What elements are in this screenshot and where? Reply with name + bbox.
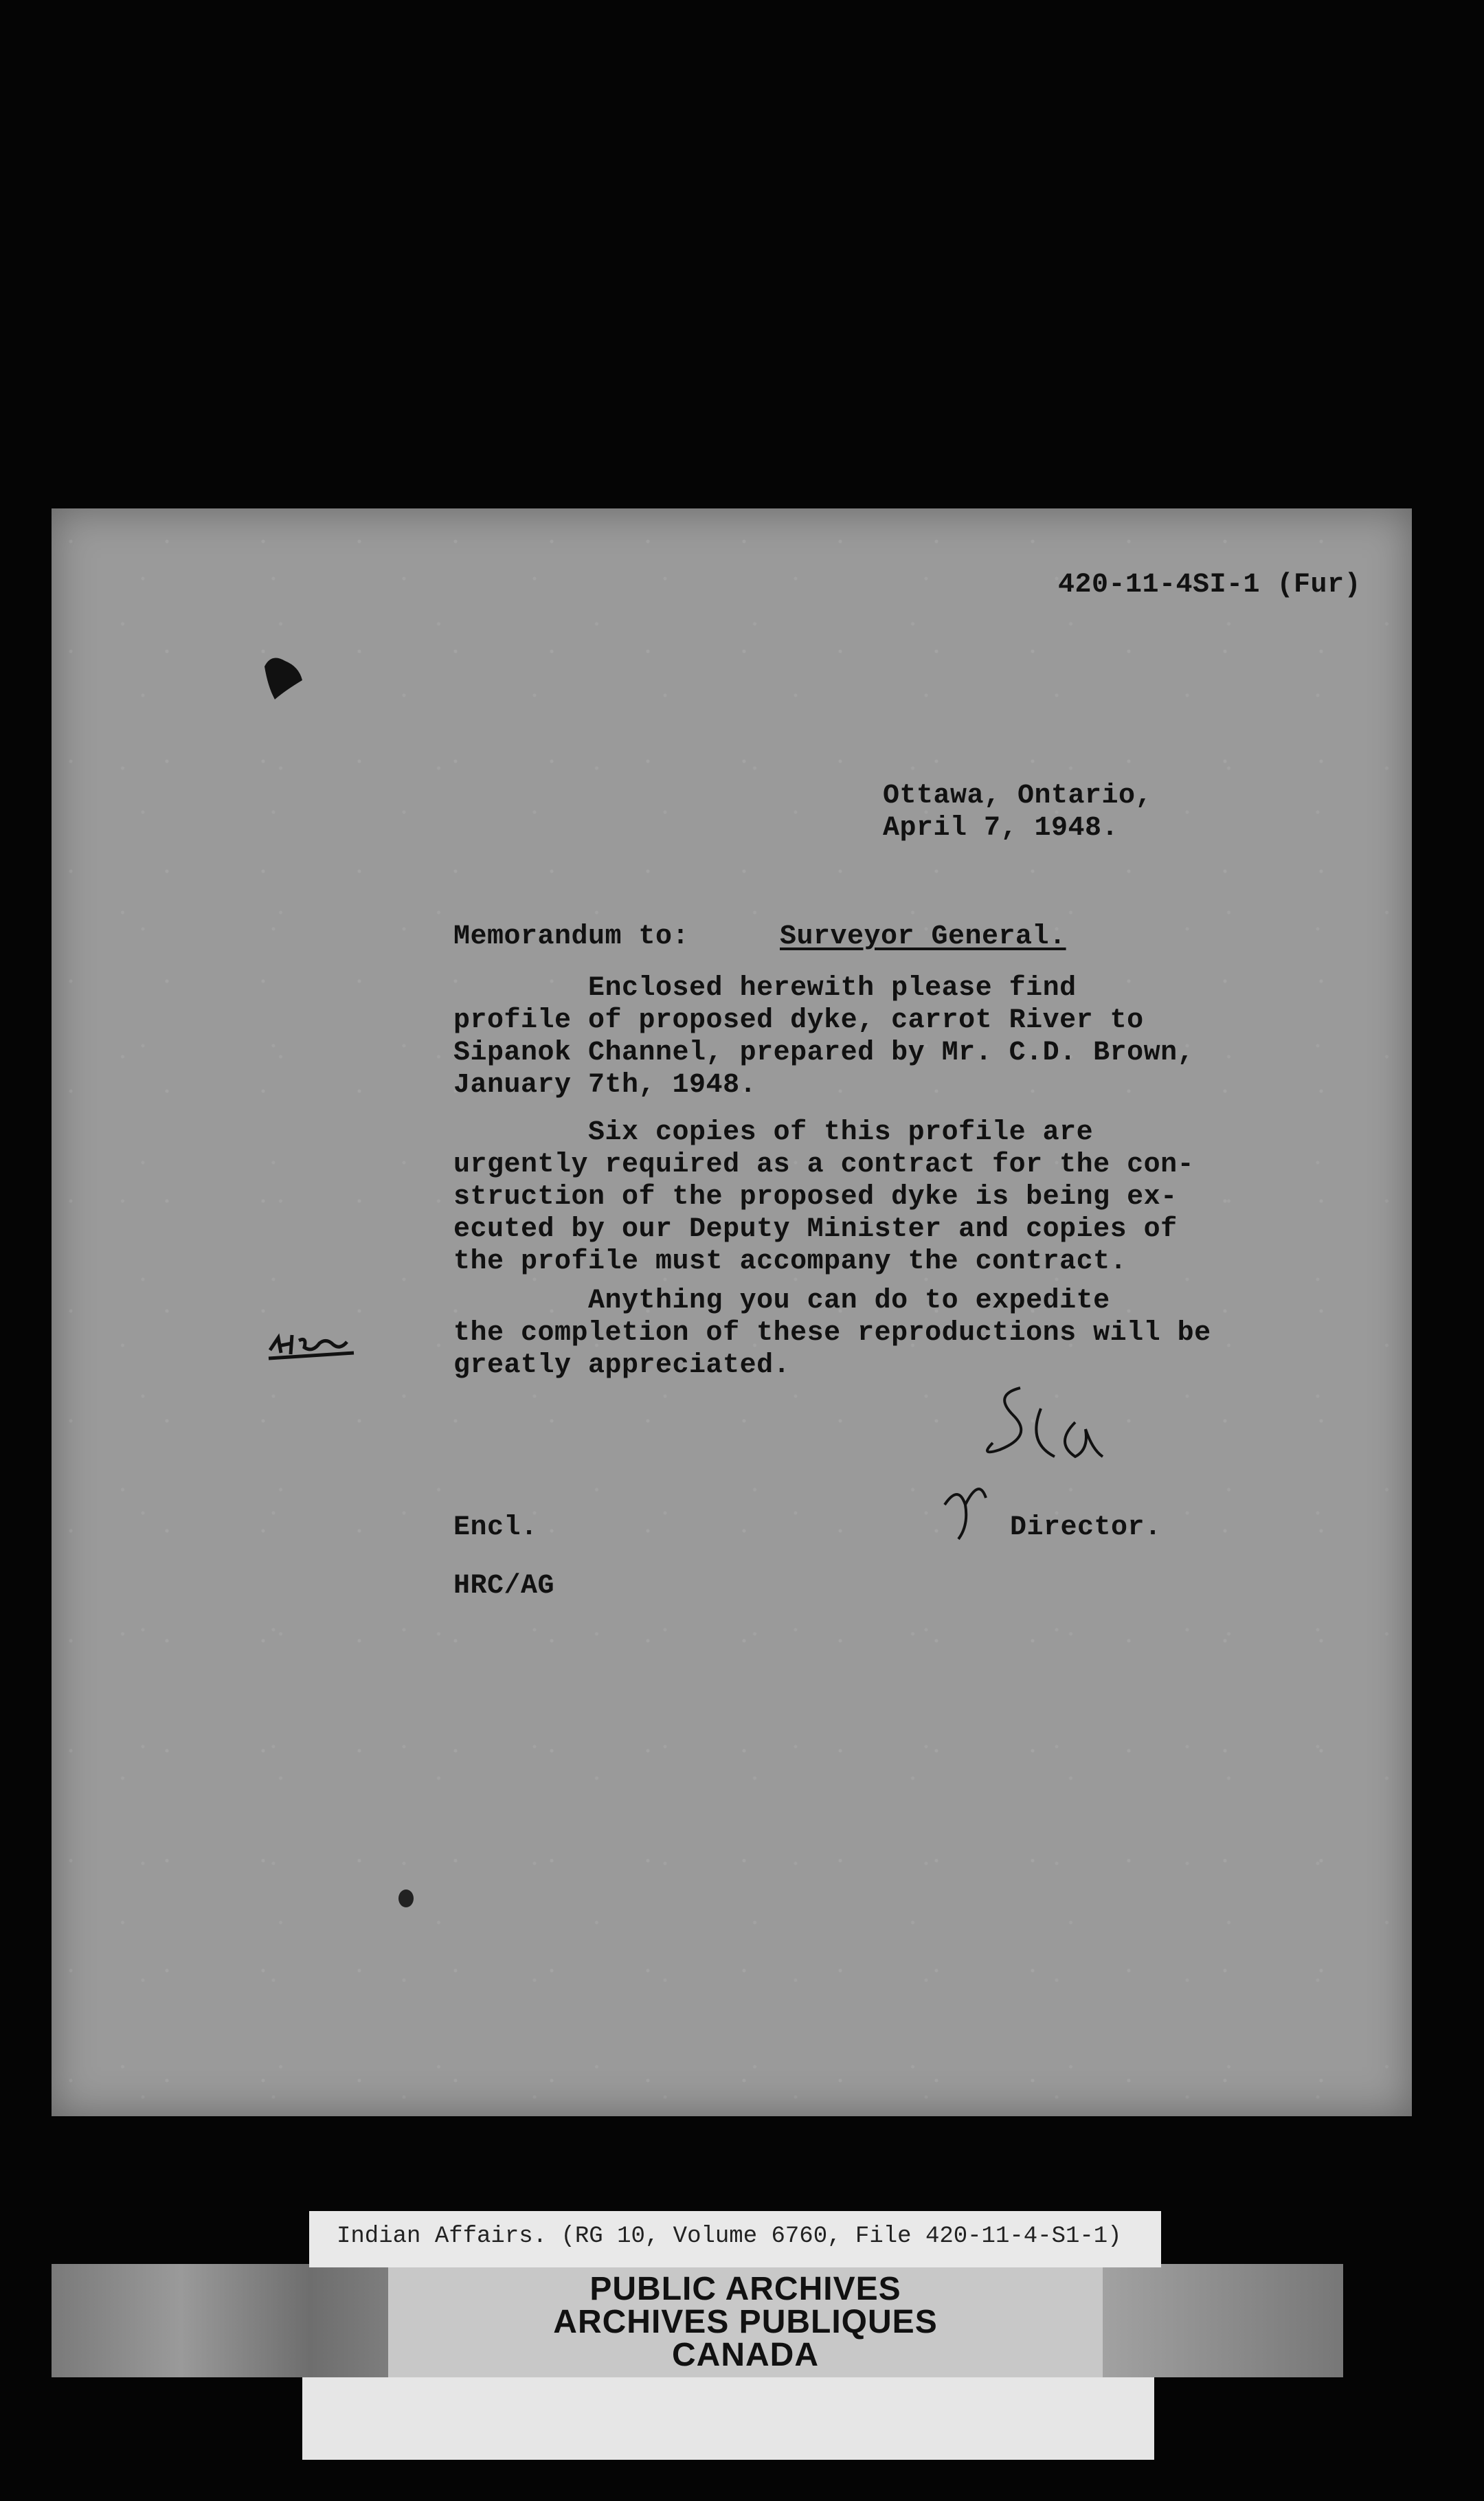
stamp-line-2: ARCHIVES PUBLIQUES: [553, 2304, 938, 2340]
ink-spot: [398, 1889, 414, 1907]
paragraph-enclosed: Enclosed herewith please find profile of proposed dyke, carrot River to Sipanok Channel, prepared by Mr. C.D. Brown, January 7th, 1948.: [453, 973, 1195, 1101]
handwritten-initials: [265, 1323, 361, 1371]
typist-initials: HRC/AG: [453, 1571, 555, 1602]
archive-reference-label: [309, 2211, 1161, 2267]
paragraph-expedite: Anything you can do to expedite the completion of these reproductions will be greatly appreciated.: [453, 1286, 1211, 1381]
paragraph-copies: Six copies of this profile are urgently required as a contract for the con- struction of the proposed dyke is being ex- ecuted by our Deputy Minister and copies of the profile must accompany the contract.: [453, 1117, 1195, 1277]
memo-recipient: Surveyor General.: [780, 921, 1066, 952]
file-number: 420-11-4SI-1 (Fur): [1058, 570, 1362, 601]
stamp-line-3: CANADA: [672, 2337, 819, 2373]
archive-reference: Indian Affairs. (RG 10, Volume 6760, File 420-11-4-S1-1): [337, 2223, 1122, 2250]
place-line: Ottawa, Ontario,: [883, 781, 1153, 811]
memo-label: Memorandum to:: [453, 921, 690, 952]
enclosure-note: Encl.: [453, 1512, 538, 1543]
stamp-line-1: PUBLIC ARCHIVES: [589, 2271, 901, 2307]
blank-label: [302, 2377, 1154, 2460]
punch-hole-mark: [258, 653, 306, 701]
date-line: April 7, 1948.: [883, 813, 1119, 844]
place-date: [883, 780, 1152, 844]
signatory-title: Director.: [1010, 1512, 1162, 1543]
letter-page: [52, 508, 1412, 2116]
archive-stamp: [388, 2267, 1103, 2377]
